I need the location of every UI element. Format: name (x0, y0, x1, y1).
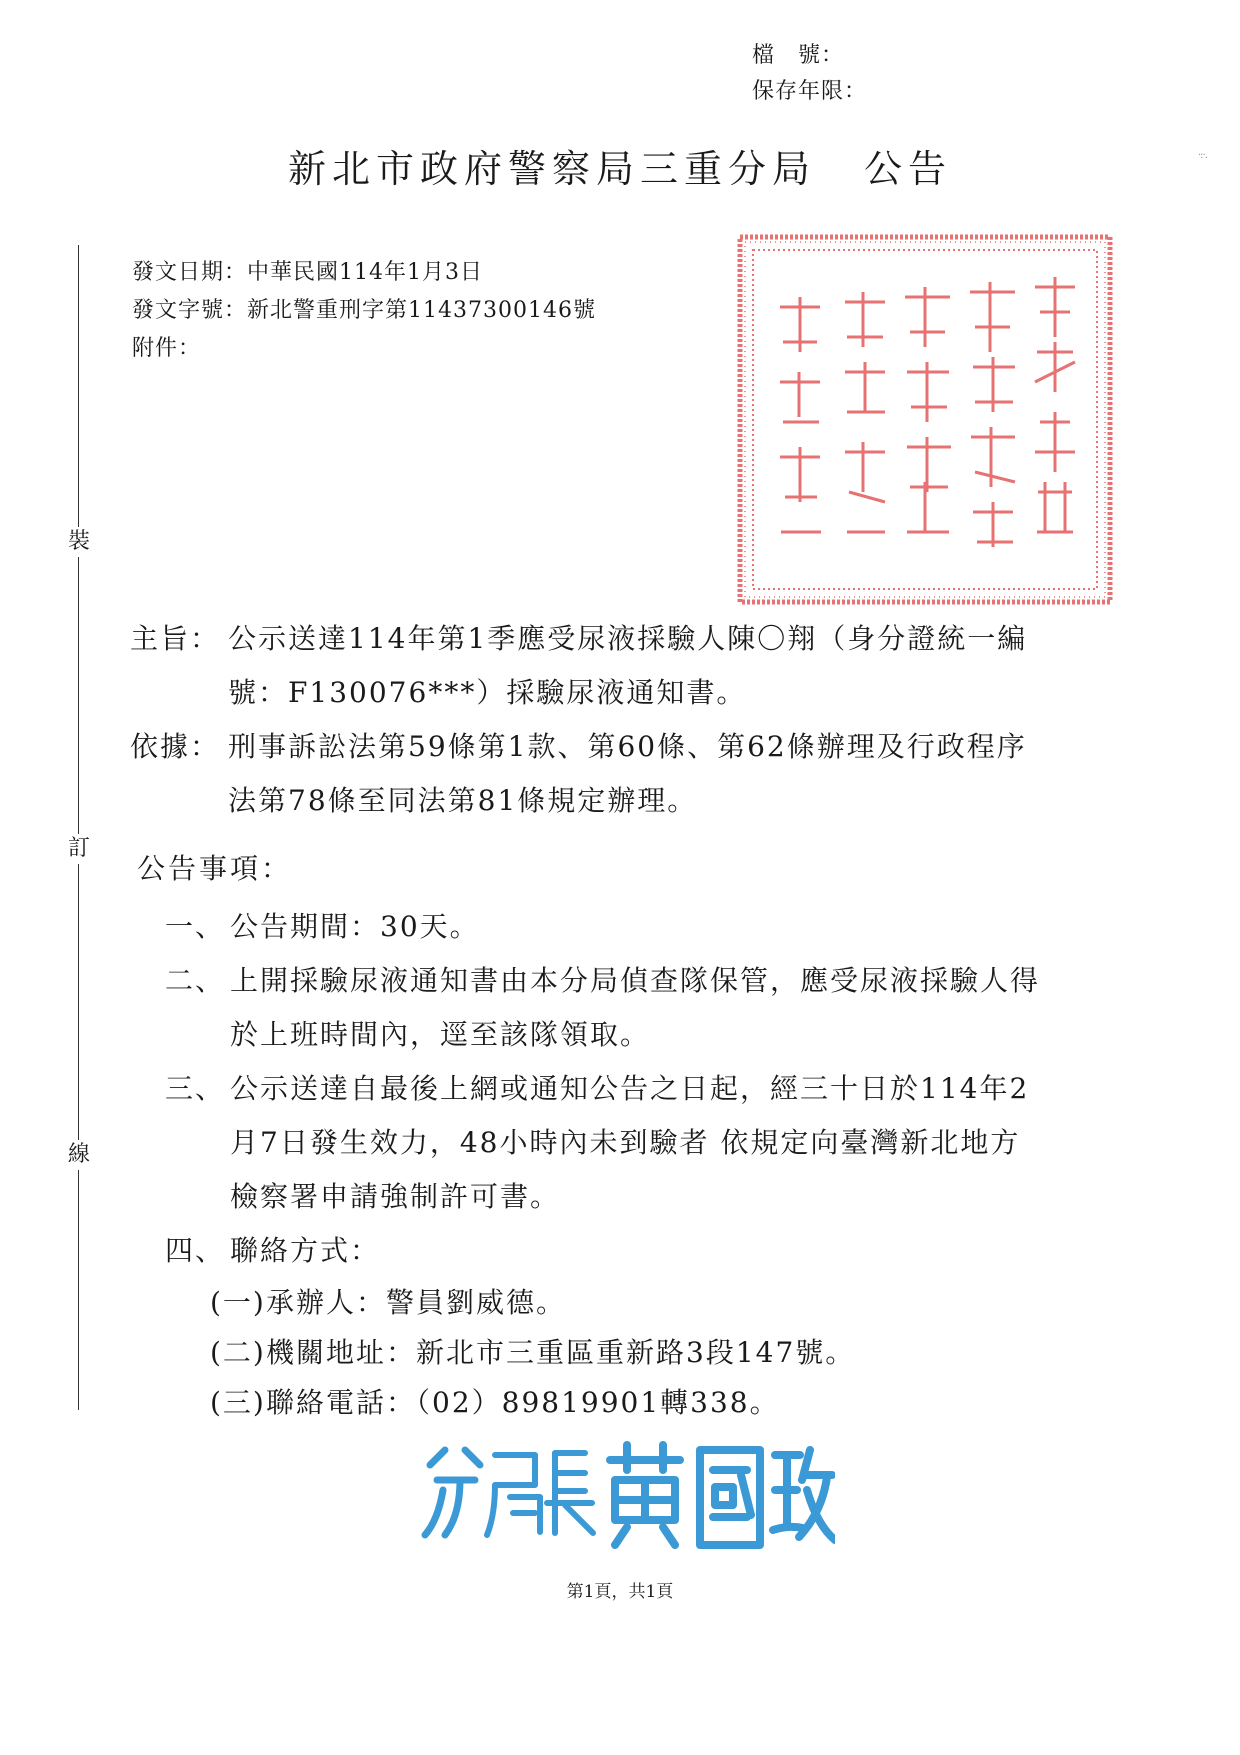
notice-item-2-number: 二、 (165, 964, 226, 997)
binding-line (78, 245, 79, 1410)
director-signature-stamp (415, 1435, 835, 1555)
binding-mark-xian: 線 (64, 1140, 94, 1170)
reference-number-label: 發文字號： (132, 298, 248, 323)
attachment-row (132, 330, 596, 368)
reference-number-value: 新北警重刑字第11437300146號 (247, 298, 596, 323)
contact-address-text: 機關地址：新北市三重區重新路3段147號。 (266, 1336, 856, 1369)
notice-heading: 公告事項： (137, 852, 293, 885)
notice-item-4-number: 四、 (165, 1234, 226, 1267)
archive-fields (752, 38, 867, 110)
notice-item-1-number: 一、 (165, 910, 226, 943)
reference-number-row (132, 292, 596, 330)
binding-mark-zhuang: 裝 (64, 527, 94, 557)
agency-name: 新北市政府警察局三重分局 (287, 147, 816, 191)
issue-date-row (132, 254, 596, 292)
subject-label: 主旨： (130, 622, 221, 655)
subject-text: 公示送達114年第1季應受尿液採驗人陳〇翔（身分證統一編號：F130076***）採驗尿液通知書。 (228, 622, 1028, 709)
basis-text: 刑事訴訟法第59條第1款、第60條、第62條辦理及行政程序法第78條至同法第81條規定辦理。 (228, 730, 1027, 817)
notice-item-4-text: 聯絡方式： (230, 1234, 381, 1267)
document-type: 公告 (864, 147, 953, 191)
scan-mark: ·:·. (1198, 150, 1207, 161)
notice-item-3-text: 公示送達自最後上網或通知公告之日起，經三十日於114年2月7日發生效力，48小時內未到驗者 依規定向臺灣新北地方檢察署申請強制許可書。 (230, 1072, 1030, 1213)
issue-date-value: 中華民國114年1月3日 (247, 260, 484, 285)
official-seal-stamp (735, 232, 1115, 607)
contact-address-number: (二) (210, 1336, 266, 1369)
notice-item-1-text: 公告期間：30天。 (230, 910, 480, 943)
contact-phone-text: 聯絡電話：（02）89819901轉338。 (266, 1386, 780, 1419)
notice-item-3-number: 三、 (165, 1072, 226, 1105)
file-number-label: 檔 號： (752, 43, 845, 68)
page-number: 第1頁，共1頁 (566, 1582, 674, 1602)
retention-period-label: 保存年限： (752, 79, 868, 104)
attachment-label: 附件： (132, 336, 202, 361)
binding-mark-ding: 訂 (64, 834, 94, 864)
contact-phone-number: (三) (210, 1386, 266, 1419)
contact-handler-text: 承辦人：警員劉威德。 (266, 1286, 567, 1319)
contact-handler-number: (一) (210, 1286, 266, 1319)
notice-item-2-text: 上開採驗尿液通知書由本分局偵查隊保管，應受尿液採驗人得於上班時間內，逕至該隊領取。 (230, 964, 1041, 1051)
issue-date-label: 發文日期： (132, 260, 248, 285)
basis-label: 依據： (130, 730, 221, 763)
page-title (0, 138, 1240, 193)
document-meta (132, 254, 596, 368)
